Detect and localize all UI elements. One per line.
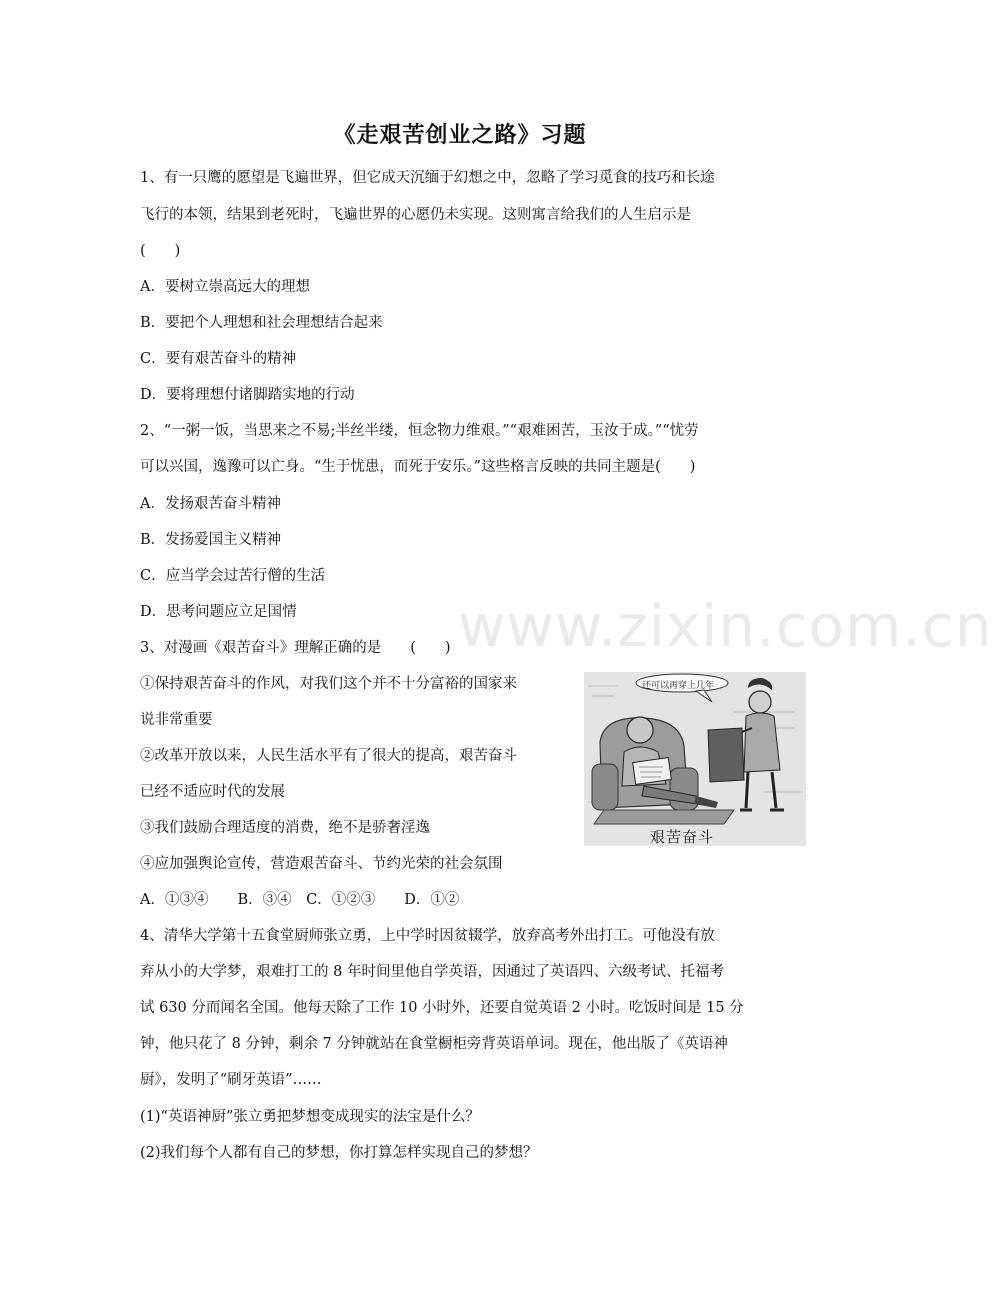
q4-stem-line4: 钟，他只花了 8 分钟，剩余 7 分钟就站在食堂橱柜旁背英语单词。现在，他出版了《英语神 (140, 1036, 728, 1052)
q3-statement-4: ④应加强舆论宣传，营造艰苦奋斗、节约光荣的社会氛围 (140, 856, 503, 872)
q3-stem: 3、对漫画《艰苦奋斗》理解正确的是 ( ) (140, 640, 451, 656)
cartoon-caption: 艰苦奋斗 (650, 828, 715, 846)
q1-stem-line2: 飞行的本领，结果到老死时，飞遍世界的心愿仍未实现。这则寓言给我们的人生启示是 (140, 207, 691, 223)
q3-statement-3: ③我们鼓励合理适度的消费，绝不是骄奢淫逸 (140, 820, 430, 836)
page-title: 《走艰苦创业之路》习题 (333, 123, 587, 148)
q1-stem-line3: ( ) (140, 243, 181, 259)
q1-option-b: B．要把个人理想和社会理想结合起来 (140, 315, 383, 331)
q4-subquestion-2: (2)我们每个人都有自己的梦想，你打算怎样实现自己的梦想？ (140, 1145, 538, 1161)
q1-option-a: A．要树立崇高远大的理想 (140, 279, 310, 295)
q4-stem-line3: 试 630 分而闻名全国。他每天除了工作 10 小时外，还要自觉英语 2 小时。吃饭时间是 15 分 (140, 1000, 744, 1016)
watermark: www.zixin.com.cn (458, 592, 993, 660)
q2-option-c: C．应当学会过苦行僧的生活 (140, 568, 326, 584)
cartoon-image (584, 672, 806, 846)
q1-option-d: D．要将理想付诸脚踏实地的行动 (140, 387, 355, 403)
q4-subquestion-1: (1)“英语神厨”张立勇把梦想变成现实的法宝是什么？ (140, 1109, 480, 1125)
cartoon-drawing (584, 672, 806, 846)
cartoon-bubble-text: 还可以再穿上几年 (642, 681, 715, 691)
q3-statement-2b: 已经不适应时代的发展 (140, 784, 285, 800)
q1-option-c: C．要有艰苦奋斗的精神 (140, 351, 297, 367)
q1-stem-line1: 1、有一只鹰的愿望是飞遍世界，但它成天沉缅于幻想之中，忽略了学习觅食的技巧和长途 (140, 170, 715, 186)
q4-stem-line2: 弃从小的大学梦，艰难打工的 8 年时间里他自学英语，因通过了英语四、六级考试、托福考 (140, 964, 724, 980)
q2-option-b: B．发扬爱国主义精神 (140, 532, 282, 548)
q4-stem-line1: 4、清华大学第十五食堂厨师张立勇，上中学时因贫辍学，放弃高考外出打工。可他没有放 (140, 928, 715, 944)
q3-statement-1a: ①保持艰苦奋斗的作风，对我们这个并不十分富裕的国家来 (140, 676, 517, 692)
q2-option-d: D．思考问题应立足国情 (140, 604, 297, 620)
q2-option-a: A．发扬艰苦奋斗精神 (140, 496, 281, 512)
q3-statement-2a: ②改革开放以来，人民生活水平有了很大的提高，艰苦奋斗 (140, 748, 517, 764)
q2-stem-line2: 可以兴国，逸豫可以亡身。“生于忧患，而死于安乐。”这些格言反映的共同主题是( ) (140, 459, 696, 475)
q4-stem-line5: 厨》，发明了“刷牙英语”…… (140, 1072, 322, 1088)
q3-statement-1b: 说非常重要 (140, 712, 213, 728)
q2-stem-line1: 2、“一粥一饭，当思来之不易;半丝半缕，恒念物力维艰。”“艰难困苦，玉汝于成。”“忧劳 (140, 423, 699, 439)
q3-options: A．①③④ B．③④ C．①②③ D．①② (140, 892, 460, 908)
